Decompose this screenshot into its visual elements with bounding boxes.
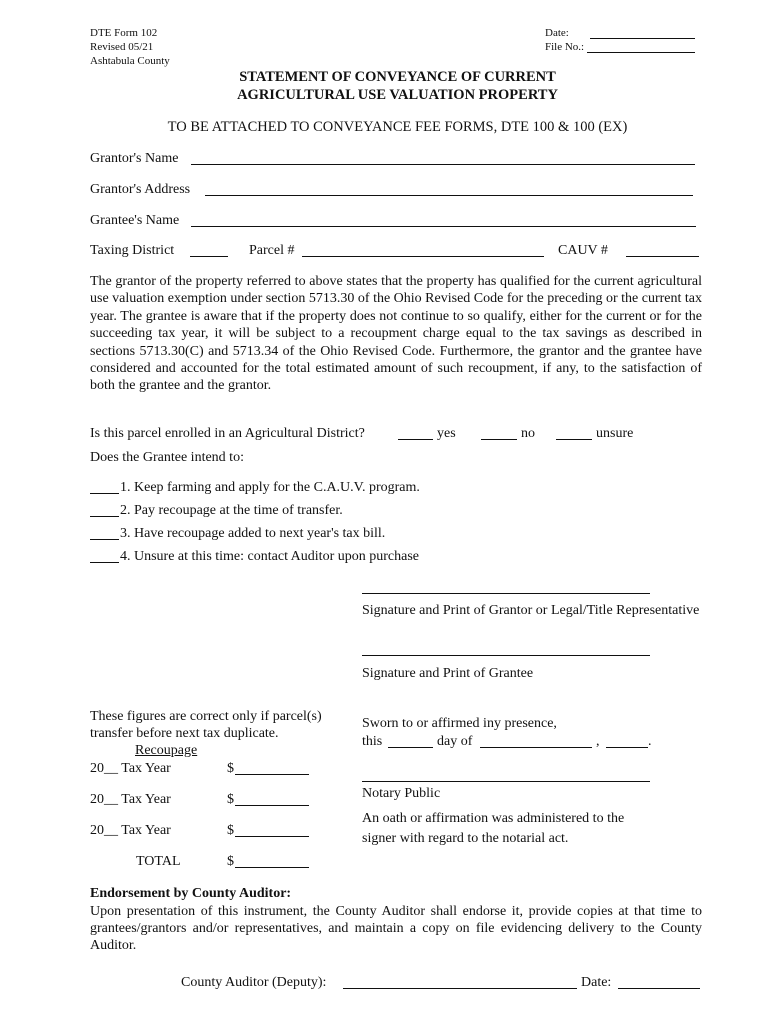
auditor-date-label: Date: xyxy=(581,975,612,990)
endorsement-heading: Endorsement by County Auditor: xyxy=(90,886,292,901)
taxing-district-field[interactable] xyxy=(190,256,228,257)
cauv-field[interactable] xyxy=(626,256,699,257)
title-line-2: AGRICULTURAL USE VALUATION PROPERTY xyxy=(237,87,558,103)
sworn-text: Sworn to or affirmed iny presence, xyxy=(362,716,557,731)
recoupage-note-2: transfer before next tax duplicate. xyxy=(90,726,279,741)
total-label: TOTAL xyxy=(136,854,181,869)
total-field[interactable] xyxy=(235,867,309,868)
district-unsure-label: unsure xyxy=(596,426,634,441)
parcel-field[interactable] xyxy=(302,256,544,257)
grantor-signature-label: Signature and Print of Grantor or Legal/Title Representative xyxy=(362,603,700,618)
district-no-label: no xyxy=(521,426,535,441)
grantee-signature-label: Signature and Print of Grantee xyxy=(362,666,534,681)
grantor-signature-line[interactable] xyxy=(362,593,650,594)
revised-date: Revised 05/21 xyxy=(90,41,154,53)
tax-year-3-dollar: $ xyxy=(227,823,234,838)
district-question: Is this parcel enrolled in an Agricultural District? xyxy=(90,426,365,441)
intent-option-4: 4. Unsure at this time: contact Auditor upon purchase xyxy=(120,549,419,564)
tax-year-2-dollar: $ xyxy=(227,792,234,807)
tax-year-1-label: 20__ Tax Year xyxy=(90,761,171,776)
notary-signature-line[interactable] xyxy=(362,781,650,782)
date-label: Date: xyxy=(545,27,569,39)
day-field[interactable] xyxy=(388,747,433,748)
grantee-name-field[interactable] xyxy=(191,226,696,227)
oath-text-1: An oath or affirmation was administered to the xyxy=(362,811,625,826)
intent-option-2: 2. Pay recoupage at the time of transfer. xyxy=(120,503,343,518)
tax-year-2-label: 20__ Tax Year xyxy=(90,792,171,807)
grantor-name-field[interactable] xyxy=(191,164,695,165)
grantor-address-field[interactable] xyxy=(205,195,693,196)
period: . xyxy=(648,734,652,749)
grantee-name-label: Grantee's Name xyxy=(90,213,180,228)
intent-label: Does the Grantee intend to: xyxy=(90,450,244,465)
day-of-label: day of xyxy=(437,734,473,749)
county-name: Ashtabula County xyxy=(90,55,170,67)
recoupage-heading: Recoupage xyxy=(135,743,198,758)
year-field[interactable] xyxy=(606,747,648,748)
file-no-label: File No.: xyxy=(545,41,585,53)
month-field[interactable] xyxy=(480,747,592,748)
this-label: this xyxy=(362,734,383,749)
total-dollar: $ xyxy=(227,854,234,869)
tax-year-1-field[interactable] xyxy=(235,774,309,775)
district-yes-field[interactable] xyxy=(398,439,433,440)
tax-year-3-label: 20__ Tax Year xyxy=(90,823,171,838)
grantee-signature-line[interactable] xyxy=(362,655,650,656)
auditor-date-field[interactable] xyxy=(618,988,700,989)
intent-option-1: 1. Keep farming and apply for the C.A.U.V. program. xyxy=(120,480,420,495)
intent-option-4-field[interactable] xyxy=(90,562,119,563)
county-auditor-label: County Auditor (Deputy): xyxy=(181,975,327,990)
county-auditor-field[interactable] xyxy=(343,988,577,989)
grantor-name-label: Grantor's Name xyxy=(90,151,179,166)
file-no-field[interactable] xyxy=(587,52,695,53)
date-field[interactable] xyxy=(590,38,695,39)
intent-option-3-field[interactable] xyxy=(90,539,119,540)
intent-option-3: 3. Have recoupage added to next year's tax bill. xyxy=(120,526,386,541)
subtitle: TO BE ATTACHED TO CONVEYANCE FEE FORMS, DTE 100 & 100 (EX) xyxy=(167,119,628,135)
intent-option-1-field[interactable] xyxy=(90,493,119,494)
endorsement-text: Upon presentation of this instrument, the County Auditor shall endorse it, provide copies at that time to grantees/grantors and/or representatives, and maintain a copy on file evidencing delivery to the County Auditor. xyxy=(90,904,702,954)
cauv-label: CAUV # xyxy=(558,243,608,258)
statement-paragraph: The grantor of the property referred to above states that the property has qualified for the current agricultural use valuation exemption under section 5713.30 of the Ohio Revised Code for the preceding or the current tax year. The grantee is aware that if the property does not continue to so qualify, either for the current or for the succeeding tax year, it will be subject to a recoupment charge equal to the tax savings as described in sections 5713.30(C) and 5713.34 of the Ohio Revised Code. Furthermore, the grantor and the grantee have considered and accounted for the total estimated amount of such recoupment, if any, to the satisfaction of both the grantee and the grantor. xyxy=(90,274,702,394)
comma: , xyxy=(596,734,600,749)
tax-year-1-dollar: $ xyxy=(227,761,234,776)
tax-year-2-field[interactable] xyxy=(235,805,309,806)
intent-option-2-field[interactable] xyxy=(90,516,119,517)
taxing-district-label: Taxing District xyxy=(90,243,175,258)
oath-text-2: signer with regard to the notarial act. xyxy=(362,831,569,846)
form-id: DTE Form 102 xyxy=(90,27,158,39)
grantor-address-label: Grantor's Address xyxy=(90,182,191,197)
parcel-label: Parcel # xyxy=(249,243,295,258)
title-line-1: STATEMENT OF CONVEYANCE OF CURRENT xyxy=(239,69,556,85)
tax-year-3-field[interactable] xyxy=(235,836,309,837)
district-no-field[interactable] xyxy=(481,439,517,440)
recoupage-note-1: These figures are correct only if parcel(s) xyxy=(90,709,322,724)
notary-public-label: Notary Public xyxy=(362,786,441,801)
district-yes-label: yes xyxy=(437,426,456,441)
district-unsure-field[interactable] xyxy=(556,439,592,440)
